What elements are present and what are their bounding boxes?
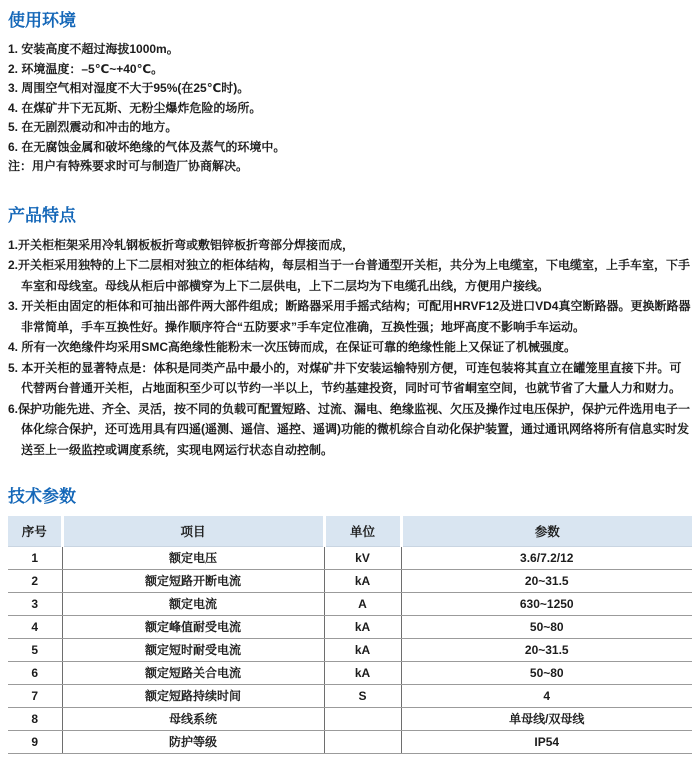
column-header-item: 项目 [62,516,324,546]
cell-index: 8 [8,707,62,730]
cell-index: 2 [8,569,62,592]
table-header-row [8,516,692,546]
cell-parameter: 630~1250 [401,592,692,615]
table-row [8,638,692,661]
cell-item: 额定短路开断电流 [62,569,324,592]
feature-item-3: 3. 开关柜由固定的柜体和可抽出部件两大部件组成；断路器采用手摇式结构；可配用HRVF12及进口VD4真空断路器。更换断路器非常简单，手车互换性好。操作顺序符合“五防要求”手车定位准确，互换性强；地坪高度不影响手车运动。 [8,299,691,334]
env-item-5: 5. 在无剧烈震动和冲击的地方。 [8,120,178,134]
table-row [8,661,692,684]
cell-index: 7 [8,684,62,707]
column-header-unit: 单位 [324,516,401,546]
cell-unit: kA [324,615,401,638]
env-item-4: 4. 在煤矿井下无瓦斯、无粉尘爆炸危险的场所。 [8,100,262,115]
cell-item: 额定短路关合电流 [62,661,324,684]
env-item-3: 3. 周围空气相对湿度不大于95%(在25℃时)。 [8,81,250,95]
section-product-features [8,205,692,461]
cell-unit [324,730,401,753]
cell-item: 防护等级 [62,730,324,753]
cell-item: 额定电压 [62,546,324,569]
cell-index: 6 [8,661,62,684]
cell-index: 4 [8,615,62,638]
cell-item: 额定短路持续时间 [62,684,324,707]
table-row [8,684,692,707]
usage-environment-list [8,40,692,177]
cell-unit: S [324,684,401,707]
product-features-list [8,235,692,461]
technical-parameters-heading: 技术参数 [8,487,76,506]
table-row [8,546,692,569]
cell-parameter: 20~31.5 [401,638,692,661]
feature-item-2: 2.开关柜采用独特的上下二层相对独立的柜体结构，每层相当于一台普通型开关柜，共分为上电缆室，下电缆室，上手车室，下手车室和母线室。母线从柜后中部横穿为上下二层供电，上下二层均为下电缆孔出线，方便用户接线。 [8,258,691,293]
technical-parameters-table [8,516,692,754]
env-note: 注：用户有特殊要求时可与制造厂协商解决。 [8,159,249,173]
env-item-1: 1. 安装高度不超过海拔1000m。 [8,42,179,56]
env-item-6: 6. 在无腐蚀金属和破坏绝缘的气体及蒸气的环境中。 [8,139,286,154]
cell-parameter: 3.6/7.2/12 [401,546,692,569]
cell-item: 额定电流 [62,592,324,615]
product-features-heading: 产品特点 [8,205,76,225]
cell-parameter: 50~80 [401,661,692,684]
feature-item-6: 6.保护功能先进、齐全、灵活，按不同的负载可配置短路、过流、漏电、绝缘监视、欠压及操作过电压保护，保护元件选用电子一体化综合保护，还可选用具有四遥(遥测、遥信、遥控、遥调)功能的微机综合自动化保护装置，通过通讯网络将所有信息实时发送至上一级监控或调度系统，实现电网运行状态自动控制。 [8,401,691,457]
cell-unit: A [324,592,401,615]
table-row [8,569,692,592]
cell-parameter: 4 [401,684,692,707]
cell-parameter: 20~31.5 [401,569,692,592]
cell-parameter: IP54 [401,730,692,753]
section-technical-parameters [8,486,692,754]
feature-item-5: 5. 本开关柜的显著特点是：体积是同类产品中最小的，对煤矿井下安装运输特别方便，可连包装将其直立在罐笼里直接下井。可代替两台普通开关柜，占地面积至少可以节约一半以上，节约基建投资，同时可节省峒室空间，也就节省了大量人力和财力。 [8,360,682,395]
cell-unit [324,707,401,730]
cell-item: 额定短时耐受电流 [62,638,324,661]
cell-item: 额定峰值耐受电流 [62,615,324,638]
table-row [8,730,692,753]
feature-item-1: 1.开关柜柜架采用冷轧钢板板折弯或敷铝锌板折弯部分焊接而成， [8,237,355,252]
cell-parameter: 单母线/双母线 [401,707,692,730]
env-item-2: 2. 环境温度：–5℃~+40℃。 [8,61,164,76]
column-header-parameter: 参数 [401,516,692,546]
cell-parameter: 50~80 [401,615,692,638]
cell-item: 母线系统 [62,707,324,730]
feature-item-4: 4. 所有一次绝缘件均采用SMC高绝缘性能粉末一次压铸而成，在保证可靠的绝缘性能上又保证了机械强度。 [8,340,577,354]
column-header-index: 序号 [8,516,62,546]
cell-unit: kV [324,546,401,569]
table-row [8,707,692,730]
cell-index: 3 [8,592,62,615]
cell-index: 1 [8,546,62,569]
section-usage-environment [8,10,692,177]
cell-unit: kA [324,661,401,684]
usage-environment-heading: 使用环境 [8,11,76,30]
cell-index: 9 [8,730,62,753]
table-row [8,615,692,638]
cell-index: 5 [8,638,62,661]
cell-unit: kA [324,569,401,592]
cell-unit: kA [324,638,401,661]
table-row [8,592,692,615]
